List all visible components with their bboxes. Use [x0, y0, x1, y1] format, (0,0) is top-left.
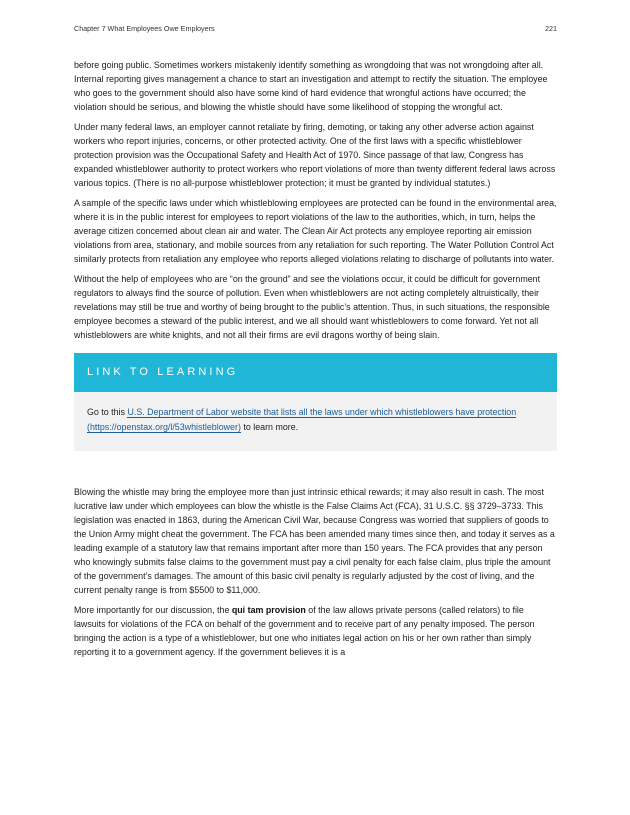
link-box-body	[74, 392, 557, 451]
page-content	[74, 58, 557, 665]
key-term: qui tam provision	[231, 605, 306, 615]
link-box-text-before: Go to this	[87, 407, 128, 417]
link-box-header	[74, 353, 557, 392]
link-to-learning-box	[74, 353, 557, 451]
link-box-title: LINK TO LEARNING	[87, 366, 239, 378]
paragraph: Without the help of employees who are “on the ground” and see the violations occur, it could be difficult for government regulators to always find the source of pollution. Even when whistleblowers are not acting completely altruistically, their revelations may still be true and worthy of being brought to the public’s attention. Thus, in such situations, the responsible employee becomes a steward of the public interest, and we all should want whistleblowers to come forward. Yet not all whistleblowers are white knights, and not all their firms are evil dragons worthy of being slain.	[74, 274, 550, 340]
paragraph: Blowing the whistle may bring the employee more than just intrinsic ethical rewards; it may also result in cash. The most lucrative law under which employees can blow the whistle is the False Claims Act (FCA), 31 U.S.C. §§ 3729–3733. This legislation was enacted in 1863, during the American Civil War, because Congress was worried that suppliers of goods to the Union Army might cheat the government. The FCA has been amended many times since then, and today it serves as a leading example of a statutory law that remains important after more than 150 years. The FCA provides that any person who knowingly submits false claims to the government must pay a civil penalty for each false claim, plus triple the amount of the government’s damages. The amount of this basic civil penalty is regularly adjusted by the cost of living, and the current penalty range is from $5500 to $11,000.	[74, 487, 555, 595]
paragraph: A sample of the specific laws under which whistleblowing employees are protected can be found in the environmental area, where it is in the public interest for employees to report violations of the law to the authorities, which, in turn, helps the average citizen concerned about clean air and water. The Clean Air Act protects any employee reporting air emission violations from area, stationary, and mobile sources from any retaliation for such reporting. The Water Pollution Control Act similarly protects from retaliation any employee who reports alleged violations relating to discharge of pollutants into water.	[74, 198, 557, 264]
chapter-title: Chapter 7 What Employees Owe Employers	[74, 24, 215, 33]
link-box-text-after: to learn more.	[240, 422, 299, 432]
paragraph: before going public. Sometimes workers mistakenly identify something as wrongdoing that was not wrongdoing after all. Internal reporting gives management a chance to start an investigation and attempt to rectify the situation. The employee who goes to the government should also have some kind of hard evidence that wrongful actions have occurred; the violation should be serious, and blowing the whistle should have some likelihood of stopping the wrongful act.	[74, 60, 548, 112]
page-number: 221	[545, 24, 557, 33]
paragraph-qui-tam	[74, 603, 557, 659]
paragraph-text: More importantly for our discussion, the	[74, 605, 232, 615]
paragraph: Under many federal laws, an employer cannot retaliate by firing, demoting, or taking any other adverse action against workers who report injuries, concerns, or other protected activity. One of the first laws with a specific whistleblower protection provision was the Occupational Safety and Health Act of 1970. Since passage of that law, Congress has expanded whistleblower authority to protect workers who report violations of more than twenty different federal laws across various topics. (There is no all-purpose whistleblower protection; it must be granted by individual statutes.)	[74, 122, 556, 188]
paragraph-text: of the law allows private persons (called relators) to file lawsuits for violations of the FCA on behalf of the government and to receive part of any penalty imposed. The person bringing the action is a type of a whistleblower, but one who initiates legal action on his or her own rather than simply reporting it to a government agency. If the government believes it is a	[74, 605, 535, 657]
dol-whistleblower-link[interactable]: U.S. Department of Labor website that lists all the laws under which whistleblowers have protection (https://openstax.org/l/53whistleblower)	[87, 407, 517, 432]
